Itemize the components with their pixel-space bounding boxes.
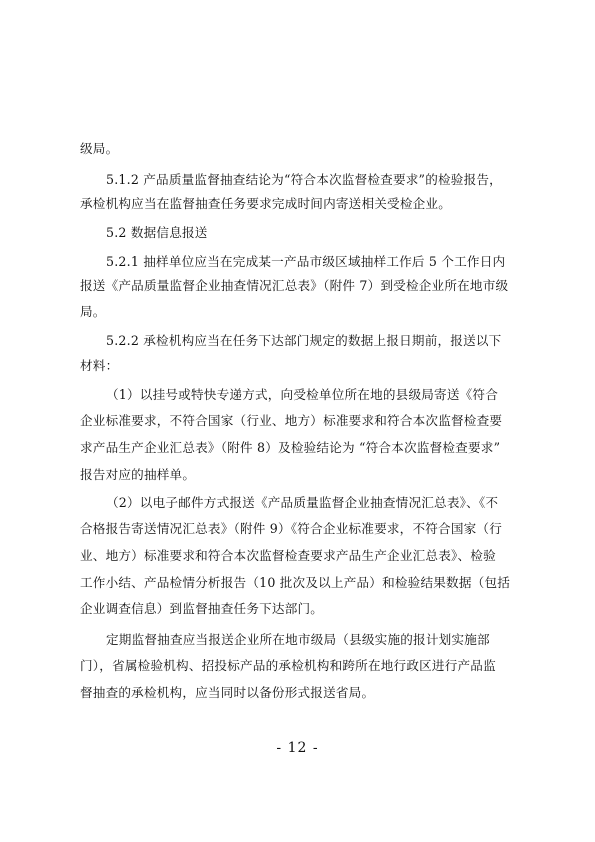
text-line: 督抽查的承检机构，应当同时以备份形式报送省局。 (80, 685, 375, 700)
section-heading: 5.2 数据信息报送 (106, 225, 208, 240)
text-line: 5.2.1 抽样单位应当在完成某一产品市级区域抽样工作后 5 个工作日内 (106, 254, 506, 269)
text-line: 级局。 (80, 141, 119, 156)
text-line: （2）以电子邮件方式报送《产品质量监督企业抽查情况汇总表》、《不 (106, 495, 499, 510)
text-line: 报告对应的抽样单。 (80, 467, 196, 482)
text-line: 业、地方）标准要求和符合本次监督检查要求产品生产企业汇总表》、检验 (80, 548, 496, 563)
text-line: 工作小结、产品检情分析报告（10 批次及以上产品）和检验结果数据（包括 (80, 575, 511, 590)
text-line: （1）以挂号或特快专递方式，向受检单位所在地的县级局寄送《符合 (106, 387, 499, 402)
text-line: 企业标准要求，不符合国家（行业、地方）标准要求和符合本次监督检查要 (80, 413, 503, 428)
text-line: 定期监督抽查应当报送企业所在地市级局（县级实施的报计划实施部 (106, 632, 490, 647)
text-line: 合格报告寄送情况汇总表》（附件 9）《符合企业标准要求，不符合国家（行 (80, 521, 503, 536)
text-line: 局。 (80, 304, 106, 319)
text-line: 材料： (80, 358, 119, 373)
text-line: 承检机构应当在监督抽查任务要求完成时间内寄送相关受检企业。 (80, 196, 452, 211)
text-line: 求产品生产企业汇总表》（附件 8）及检验结论为 “符合本次监督检查要求” (80, 440, 501, 455)
text-line: 5.1.2 产品质量监督抽查结论为“符合本次监督检查要求”的检验报告， (106, 172, 502, 187)
text-line: 报送《产品质量监督企业抽查情况汇总表》（附件 7）到受检企业所在地市级 (80, 278, 509, 293)
text-line: 门），省属检验机构、招投标产品的承检机构和跨所在地行政区进行产品监 (80, 658, 496, 673)
text-line: 企业调查信息）到监督抽查任务下达部门。 (80, 601, 324, 616)
text-line: 5.2.2 承检机构应当在任务下达部门规定的数据上报日期前，报送以下 (106, 333, 502, 348)
page-number: - 12 - (276, 740, 319, 756)
